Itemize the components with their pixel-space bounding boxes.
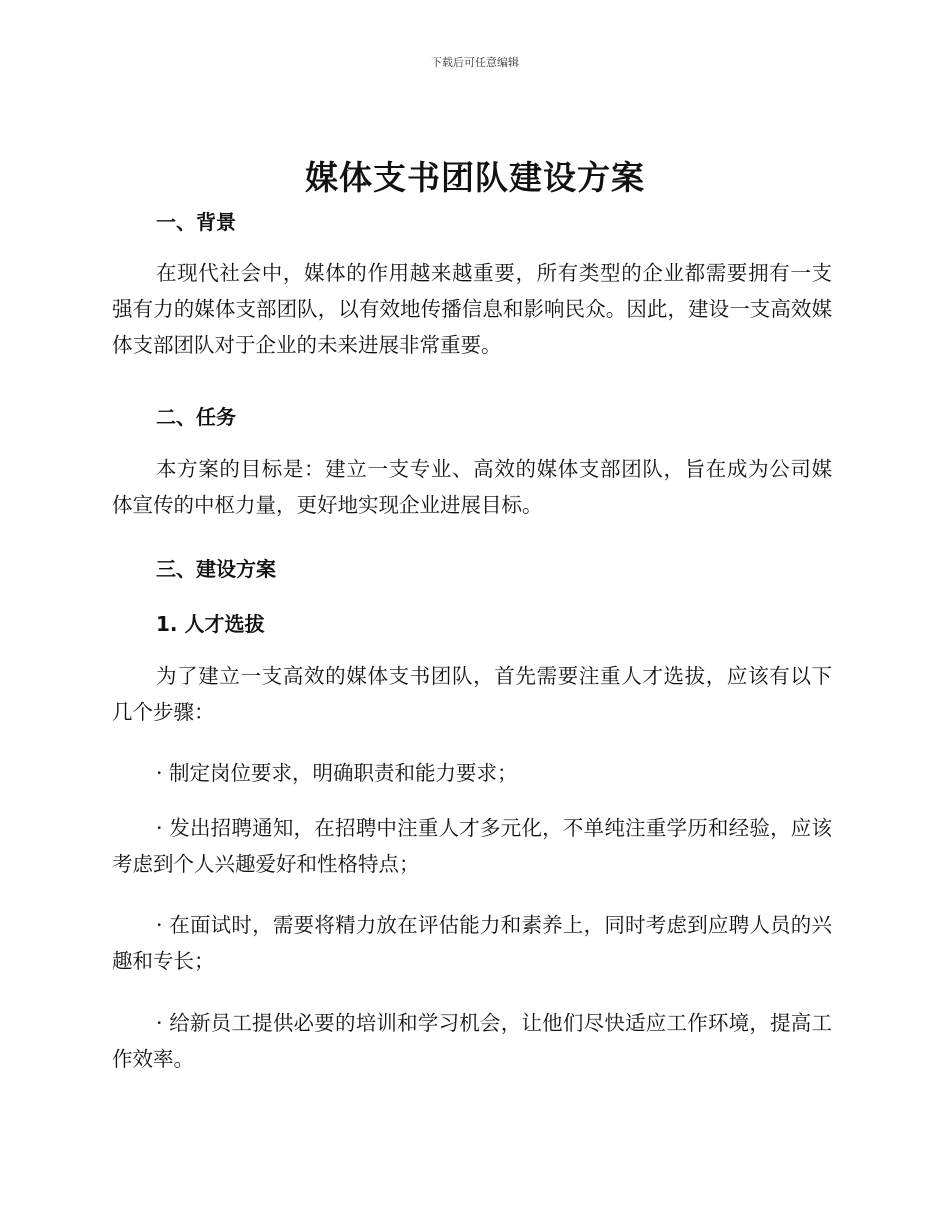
- list-item: · 在面试时，需要将精力放在评估能力和素养上，同时考虑到应聘人员的兴趣和专长；: [112, 913, 832, 973]
- subsection-heading-talent-selection: 1. 人才选拔: [156, 612, 265, 636]
- document-title: 媒体支书团队建设方案: [305, 158, 645, 197]
- task-paragraph: 本方案的目标是：建立一支专业、高效的媒体支部团队，旨在成为公司媒体宣传的中枢力量，更好地实现企业进展目标。: [112, 457, 832, 517]
- section-heading-plan: 三、建设方案: [156, 557, 276, 581]
- background-paragraph: 在现代社会中，媒体的作用越来越重要，所有类型的企业都需要拥有一支强有力的媒体支部团队，以有效地传播信息和影响民众。因此，建设一支高效媒体支部团队对于企业的未来进展非常重要。: [112, 261, 832, 357]
- section-heading-task: 二、任务: [156, 405, 236, 429]
- list-item: · 制定岗位要求，明确职责和能力要求；: [156, 761, 518, 785]
- list-item: · 发出招聘通知，在招聘中注重人才多元化，不单纯注重学历和经验，应该考虑到个人兴趣爱好和性格特点；: [112, 816, 832, 876]
- talent-selection-intro: 为了建立一支高效的媒体支书团队，首先需要注重人才选拔，应该有以下几个步骤：: [112, 664, 832, 724]
- page-header-note: 下载后可任意编辑: [431, 56, 519, 69]
- list-item: · 给新员工提供必要的培训和学习机会，让他们尽快适应工作环境，提高工作效率。: [112, 1011, 832, 1071]
- section-heading-background: 一、背景: [156, 210, 236, 234]
